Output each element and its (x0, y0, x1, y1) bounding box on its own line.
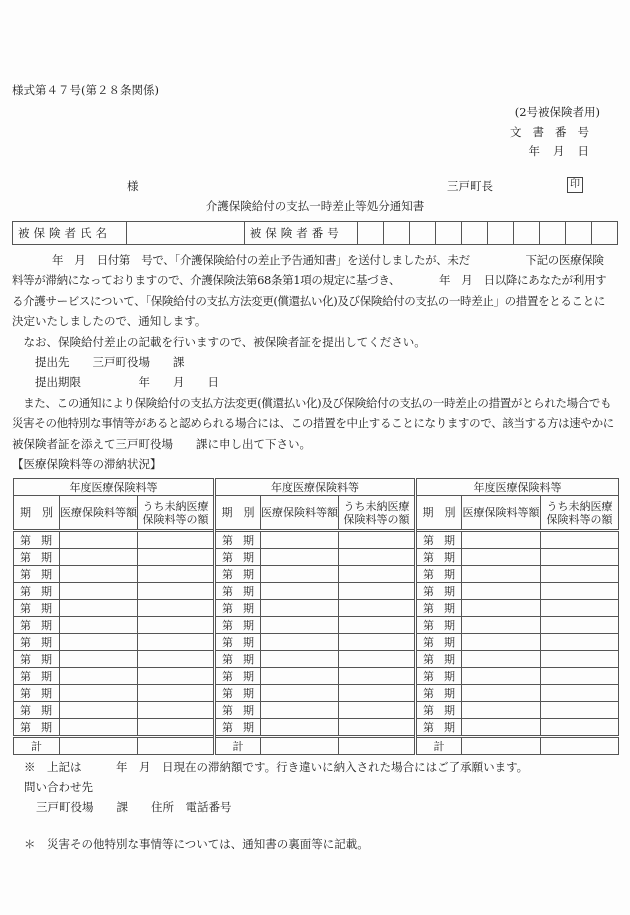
period-prefix: 第 (222, 687, 233, 701)
document-body (12, 250, 620, 854)
period-cell (215, 531, 261, 549)
unpaid-amount-cell[interactable] (339, 600, 416, 617)
premium-amount-cell[interactable] (261, 566, 339, 583)
premium-amount-cell[interactable] (462, 566, 541, 583)
period-prefix: 第 (423, 704, 435, 718)
table-row (14, 600, 619, 617)
period-prefix: 第 (222, 619, 233, 633)
inquiry-label: 問い合わせ先 (24, 780, 93, 795)
period-cell (416, 566, 462, 583)
period-cell (416, 668, 462, 685)
column-period: 期 別 (14, 496, 60, 531)
premium-amount-cell[interactable] (60, 617, 138, 634)
period-prefix: 第 (20, 585, 31, 599)
period-suffix: 期 (243, 602, 254, 616)
period-prefix: 第 (423, 602, 435, 616)
premium-amount-cell[interactable] (261, 549, 339, 566)
period-cell (14, 583, 60, 600)
table-row (14, 566, 619, 583)
column-unpaid-amount (541, 496, 619, 531)
period-cell (215, 549, 261, 566)
arrears-table (13, 478, 619, 755)
period-suffix: 期 (243, 670, 254, 684)
period-prefix: 第 (20, 551, 31, 565)
period-prefix: 第 (222, 704, 233, 718)
period-suffix: 期 (41, 585, 52, 599)
unpaid-amount-cell[interactable] (138, 685, 215, 702)
period-cell (416, 617, 462, 634)
unpaid-amount-cell[interactable] (541, 549, 619, 566)
period-cell (14, 685, 60, 702)
paragraph-line: 料等が滞納になっておりますので、介護保険法第68条第1項の規定に基づき、 年 月 日以降にあなたが利用す (12, 273, 607, 288)
period-suffix: 期 (243, 687, 254, 701)
insured-number-digit[interactable] (488, 222, 514, 245)
unpaid-amount-cell[interactable] (541, 583, 619, 600)
period-suffix: 期 (41, 687, 52, 701)
premium-amount-cell[interactable] (261, 668, 339, 685)
period-prefix: 第 (423, 670, 435, 684)
period-prefix: 第 (20, 602, 31, 616)
period-suffix: 期 (444, 704, 456, 718)
total-label: 計 (14, 737, 60, 755)
period-prefix: 第 (423, 721, 435, 735)
table-row (14, 617, 619, 634)
unpaid-amount-cell[interactable] (138, 634, 215, 651)
unpaid-amount-cell[interactable] (541, 531, 619, 549)
period-prefix: 第 (423, 653, 435, 667)
insured-number-digit[interactable] (591, 222, 617, 245)
premium-amount-cell[interactable] (261, 531, 339, 549)
period-prefix: 第 (20, 653, 31, 667)
period-prefix: 第 (222, 534, 233, 548)
period-prefix: 第 (423, 636, 435, 650)
fiscal-year-header: 年度医療保険料等 (416, 479, 619, 496)
period-prefix: 第 (20, 704, 31, 718)
premium-amount-cell[interactable] (60, 549, 138, 566)
premium-total-cell[interactable] (60, 737, 138, 755)
arrears-note: ※ 上記は 年 月 日現在の滞納額です。行き違いに納入された場合にはご了承願います。 (24, 760, 529, 775)
period-suffix: 期 (243, 585, 254, 599)
period-suffix: 期 (41, 636, 52, 650)
insured-number-digit[interactable] (384, 222, 410, 245)
document-date-label: 年月日 (528, 144, 602, 158)
unpaid-amount-cell[interactable] (339, 651, 416, 668)
period-cell (14, 531, 60, 549)
total-row (14, 737, 619, 755)
paragraph-line: 災害その他特別な事情等があると認められる場合には、この措置を中止することになりますので、該当する方は速やかに (12, 416, 614, 431)
table-row (14, 531, 619, 549)
unpaid-amount-cell[interactable] (339, 702, 416, 719)
premium-amount-cell[interactable] (60, 668, 138, 685)
paragraph-line: また、この通知により保険給付の支払方法変更(償還払い化)及び保険給付の支払の一時差止の措置がとられた場合でも (12, 395, 612, 410)
period-cell (416, 651, 462, 668)
period-cell (14, 702, 60, 719)
insured-type-label: (2号被保険者用) (514, 105, 600, 119)
paragraph-line: 被保険者証を添えて三戸町役場 課に申し出て下さい。 (12, 436, 311, 451)
period-cell (416, 702, 462, 719)
premium-amount-cell[interactable] (60, 600, 138, 617)
insured-number-label: 被保険者番号 (244, 222, 357, 245)
column-unpaid-line: 保険料等の額 (546, 512, 613, 526)
submission-request: なお、保険給付差止の記載を行いますので、被保険者証を提出してください。 (12, 334, 426, 349)
unpaid-amount-cell[interactable] (339, 583, 416, 600)
period-cell (14, 617, 60, 634)
table-row (14, 702, 619, 719)
period-suffix: 期 (444, 636, 456, 650)
column-premium-amount: 医療保険料等額 (462, 496, 541, 531)
period-cell (215, 634, 261, 651)
paragraph-line: 決定いたしましたので、通知します。 (12, 314, 207, 329)
footer-section (12, 757, 620, 854)
table-row (14, 668, 619, 685)
unpaid-amount-cell[interactable] (339, 617, 416, 634)
period-prefix: 第 (20, 670, 31, 684)
period-cell (416, 685, 462, 702)
table-row (14, 685, 619, 702)
contact-info: 三戸町役場 課 住所 電話番号 (36, 800, 232, 815)
premium-amount-cell[interactable] (462, 531, 541, 549)
premium-amount-cell[interactable] (462, 668, 541, 685)
premium-amount-cell[interactable] (462, 702, 541, 719)
premium-amount-cell[interactable] (462, 685, 541, 702)
period-prefix: 第 (222, 721, 233, 735)
period-cell (14, 651, 60, 668)
insured-number-digit[interactable] (565, 222, 591, 245)
insured-name-field[interactable] (127, 222, 244, 245)
column-unpaid-line: 保険料等の額 (142, 512, 209, 526)
period-suffix: 期 (444, 721, 456, 735)
premium-total-cell[interactable] (261, 737, 339, 755)
period-prefix: 第 (20, 534, 31, 548)
period-suffix: 期 (41, 721, 52, 735)
unpaid-amount-cell[interactable] (138, 600, 215, 617)
period-cell (14, 719, 60, 737)
period-suffix: 期 (243, 653, 254, 667)
period-cell (416, 634, 462, 651)
period-suffix: 期 (243, 568, 254, 582)
period-prefix: 第 (222, 653, 233, 667)
unpaid-amount-cell[interactable] (138, 651, 215, 668)
premium-amount-cell[interactable] (60, 651, 138, 668)
premium-amount-cell[interactable] (60, 531, 138, 549)
seal-mark-icon: 印 (567, 177, 583, 193)
period-cell (215, 668, 261, 685)
period-prefix: 第 (222, 602, 233, 616)
period-suffix: 期 (243, 551, 254, 565)
period-suffix: 期 (444, 534, 456, 548)
column-premium-amount: 医療保険料等額 (60, 496, 138, 531)
unpaid-amount-cell[interactable] (339, 566, 416, 583)
period-suffix: 期 (243, 619, 254, 633)
total-label: 計 (215, 737, 261, 755)
period-cell (215, 685, 261, 702)
column-unpaid-amount (339, 496, 416, 531)
period-prefix: 第 (20, 636, 31, 650)
unpaid-amount-cell[interactable] (541, 617, 619, 634)
period-suffix: 期 (444, 551, 456, 565)
insured-info-table (12, 221, 618, 245)
period-suffix: 期 (243, 721, 254, 735)
premium-amount-cell[interactable] (60, 685, 138, 702)
period-prefix: 第 (20, 687, 31, 701)
premium-amount-cell[interactable] (261, 634, 339, 651)
premium-amount-cell[interactable] (60, 719, 138, 737)
unpaid-amount-cell[interactable] (541, 651, 619, 668)
period-suffix: 期 (444, 568, 456, 582)
unpaid-amount-cell[interactable] (541, 685, 619, 702)
premium-amount-cell[interactable] (462, 583, 541, 600)
unpaid-amount-cell[interactable] (138, 719, 215, 737)
period-suffix: 期 (41, 704, 52, 718)
unpaid-amount-cell[interactable] (541, 668, 619, 685)
period-prefix: 第 (20, 568, 31, 582)
column-unpaid-line: うち未納医療 (546, 499, 613, 513)
period-cell (14, 634, 60, 651)
period-cell (14, 549, 60, 566)
unpaid-amount-cell[interactable] (138, 617, 215, 634)
premium-amount-cell[interactable] (462, 651, 541, 668)
period-prefix: 第 (423, 551, 435, 565)
unpaid-amount-cell[interactable] (339, 634, 416, 651)
table-row (14, 583, 619, 600)
insured-number-digit[interactable] (462, 222, 488, 245)
table-row (14, 651, 619, 668)
document-title: 介護保険給付の支払一時差止等処分通知書 (205, 199, 425, 213)
period-prefix: 第 (222, 670, 233, 684)
period-prefix: 第 (222, 551, 233, 565)
unpaid-amount-cell[interactable] (138, 549, 215, 566)
unpaid-amount-cell[interactable] (339, 668, 416, 685)
unpaid-amount-cell[interactable] (138, 531, 215, 549)
paragraph-line: 年 月 日付第 号で、「介護保険給付の差止予告通知書」を送付しましたが、未だ 下記の医療保険 (52, 253, 604, 267)
period-cell (215, 600, 261, 617)
table-row (14, 634, 619, 651)
period-suffix: 期 (41, 619, 52, 633)
column-unpaid-line: うち未納医療 (142, 499, 209, 513)
period-cell (14, 600, 60, 617)
unpaid-amount-cell[interactable] (138, 566, 215, 583)
premium-amount-cell[interactable] (462, 719, 541, 737)
unpaid-amount-cell[interactable] (339, 531, 416, 549)
table-row (14, 549, 619, 566)
period-suffix: 期 (41, 670, 52, 684)
period-prefix: 第 (423, 687, 435, 701)
premium-amount-cell[interactable] (261, 583, 339, 600)
premium-amount-cell[interactable] (60, 634, 138, 651)
period-cell (14, 566, 60, 583)
period-prefix: 第 (423, 534, 435, 548)
period-cell (215, 702, 261, 719)
insured-number-digit[interactable] (539, 222, 565, 245)
unpaid-amount-cell[interactable] (339, 549, 416, 566)
document-number-label: 文書番号 (510, 125, 600, 139)
period-prefix: 第 (222, 585, 233, 599)
period-suffix: 期 (243, 534, 254, 548)
period-suffix: 期 (41, 568, 52, 582)
period-cell (416, 719, 462, 737)
premium-amount-cell[interactable] (462, 549, 541, 566)
period-prefix: 第 (222, 568, 233, 582)
period-cell (215, 719, 261, 737)
submit-to: 提出先 三戸町役場 課 (12, 354, 185, 369)
paragraph-line: る介護サービスについて、「保険給付の支払方法変更(償還払い化)及び保険給付の支払の一時差止」の措置をとることに (12, 293, 606, 308)
period-cell (215, 651, 261, 668)
period-prefix: 第 (20, 619, 31, 633)
premium-amount-cell[interactable] (60, 566, 138, 583)
premium-total-cell[interactable] (462, 737, 541, 755)
period-suffix: 期 (243, 704, 254, 718)
column-period: 期 別 (215, 496, 261, 531)
period-cell (215, 566, 261, 583)
premium-amount-cell[interactable] (261, 617, 339, 634)
period-suffix: 期 (444, 602, 456, 616)
period-prefix: 第 (20, 721, 31, 735)
column-premium-amount: 医療保険料等額 (261, 496, 339, 531)
unpaid-amount-cell[interactable] (541, 702, 619, 719)
column-unpaid-amount (138, 496, 215, 531)
unpaid-amount-cell[interactable] (339, 719, 416, 737)
insured-number-digit[interactable] (436, 222, 462, 245)
period-suffix: 期 (41, 534, 52, 548)
premium-amount-cell[interactable] (462, 600, 541, 617)
period-suffix: 期 (444, 619, 456, 633)
premium-amount-cell[interactable] (261, 600, 339, 617)
premium-amount-cell[interactable] (60, 702, 138, 719)
unpaid-total-cell[interactable] (339, 737, 416, 755)
column-period: 期 別 (416, 496, 462, 531)
unpaid-amount-cell[interactable] (541, 600, 619, 617)
period-suffix: 期 (444, 687, 456, 701)
insured-number-digit[interactable] (514, 222, 540, 245)
unpaid-amount-cell[interactable] (339, 685, 416, 702)
form-number: 様式第４７号(第２８条関係) (12, 83, 159, 97)
insured-name-label: 被保険者氏名 (13, 222, 127, 245)
unpaid-amount-cell[interactable] (541, 719, 619, 737)
period-suffix: 期 (243, 636, 254, 650)
unpaid-amount-cell[interactable] (138, 702, 215, 719)
sender-name: 三戸町長 (447, 179, 493, 193)
insured-number-digit[interactable] (358, 222, 384, 245)
period-prefix: 第 (423, 585, 435, 599)
footnote: ＊ 災害その他特別な事情等については、通知書の裏面等に記載。 (24, 837, 369, 852)
insured-number-digit[interactable] (410, 222, 436, 245)
submit-deadline: 提出期限 年 月 日 (12, 375, 219, 390)
period-cell (416, 549, 462, 566)
premium-amount-cell[interactable] (261, 685, 339, 702)
period-suffix: 期 (444, 653, 456, 667)
period-cell (14, 668, 60, 685)
period-suffix: 期 (41, 602, 52, 616)
unpaid-amount-cell[interactable] (541, 566, 619, 583)
unpaid-amount-cell[interactable] (138, 583, 215, 600)
premium-amount-cell[interactable] (60, 583, 138, 600)
period-cell (416, 531, 462, 549)
column-unpaid-line: うち未納医療 (343, 499, 410, 513)
unpaid-total-cell[interactable] (541, 737, 619, 755)
premium-amount-cell[interactable] (462, 617, 541, 634)
premium-amount-cell[interactable] (261, 719, 339, 737)
addressee-suffix: 様 (127, 179, 139, 193)
period-prefix: 第 (423, 619, 435, 633)
total-label: 計 (416, 737, 462, 755)
table-row (14, 719, 619, 737)
unpaid-amount-cell[interactable] (541, 634, 619, 651)
period-cell (215, 583, 261, 600)
period-cell (416, 600, 462, 617)
unpaid-amount-cell[interactable] (138, 668, 215, 685)
fiscal-year-header: 年度医療保険料等 (215, 479, 416, 496)
premium-amount-cell[interactable] (462, 634, 541, 651)
period-cell (215, 617, 261, 634)
period-cell (416, 583, 462, 600)
period-suffix: 期 (41, 653, 52, 667)
column-unpaid-line: 保険料等の額 (343, 512, 410, 526)
fiscal-year-header: 年度医療保険料等 (14, 479, 215, 496)
premium-amount-cell[interactable] (261, 702, 339, 719)
period-suffix: 期 (444, 670, 456, 684)
period-prefix: 第 (222, 636, 233, 650)
period-suffix: 期 (41, 551, 52, 565)
premium-amount-cell[interactable] (261, 651, 339, 668)
unpaid-total-cell[interactable] (138, 737, 215, 755)
period-prefix: 第 (423, 568, 435, 582)
section-heading: 【医療保険料等の滞納状況】 (12, 456, 162, 471)
period-suffix: 期 (444, 585, 456, 599)
